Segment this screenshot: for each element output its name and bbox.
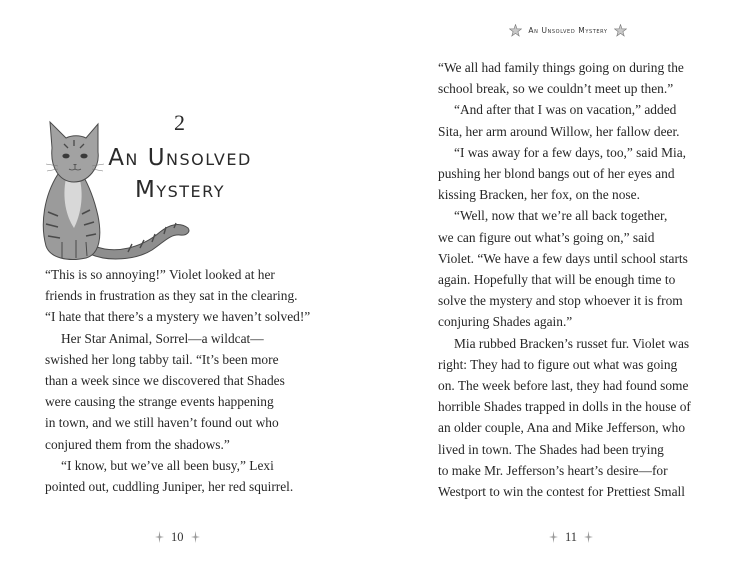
sparkle-icon (155, 531, 164, 543)
text-line: on. The week before last, they had found some (438, 378, 689, 394)
text-line: lived in town. The Shades had been trying (438, 441, 664, 457)
sparkle-icon (191, 531, 200, 543)
text-line: Westport to win the contest for Prettiest Small (438, 484, 685, 500)
sparkle-icon (549, 531, 558, 543)
text-line: Violet. “We have a few days until school starts (438, 250, 688, 266)
text-line: were causing the strange events happening (45, 394, 274, 410)
sparkle-icon (584, 531, 593, 543)
text-line: in town, and we still haven’t found out who (45, 415, 279, 431)
star-icon (509, 24, 522, 37)
chapter-title-line: Mystery (134, 177, 226, 203)
text-line: “This is so annoying!” Violet looked at her (45, 267, 275, 282)
text-line: an older couple, Ana and Mike Jefferson, who (438, 420, 686, 436)
text-line: Her Star Animal, Sorrel—a wildcat— (61, 330, 264, 346)
text-line: pushing her blond bangs out of her eyes and (438, 166, 675, 182)
chapter-title (100, 142, 260, 206)
page-number-right (549, 527, 593, 547)
text-line: Mia rubbed Bracken’s russet fur. Violet was (454, 335, 690, 351)
left-body-text (45, 264, 355, 497)
text-line: “I know, but we’ve all been busy,” Lexi (61, 457, 274, 473)
running-header (498, 20, 638, 40)
text-line: than a week since we discovered that Shades (45, 373, 285, 389)
page-number: 10 (171, 529, 184, 544)
star-icon (614, 24, 627, 37)
text-line: to make Mr. Jefferson’s heart’s desire—for (438, 462, 668, 478)
text-line: friends in frustration as they sat in the clearing. (45, 288, 298, 304)
text-line: “Well, now that we’re all back together, (454, 208, 668, 224)
left-page (0, 0, 374, 576)
running-header-text: An Unsolved Mystery (528, 25, 608, 35)
right-body-text (438, 57, 708, 502)
text-line: “And after that I was on vacation,” added (454, 102, 677, 118)
text-line: pointed out, cuddling Juniper, her red squirrel. (45, 479, 294, 495)
text-line: kissing Bracken, her fox, on the nose. (438, 187, 640, 203)
text-line: again. Hopefully that will be enough time to (438, 272, 676, 288)
text-line: Sita, her arm around Willow, her fallow deer. (438, 123, 680, 139)
text-line: school break, so we couldn’t meet up then.” (438, 81, 674, 97)
text-line: “I was away for a few days, too,” said Mia, (454, 144, 687, 160)
text-line: “We all had family things going on during the (438, 60, 684, 75)
text-line: horrible Shades trapped in dolls in the house of (438, 399, 691, 415)
text-line: conjured them from the shadows.” (45, 436, 230, 452)
chapter-title-line: An Unsolved (108, 145, 252, 171)
text-line: solve the mystery and stop whoever it is from (438, 293, 683, 309)
text-line: “I hate that there’s a mystery we haven’t solved!” (45, 309, 311, 325)
page-number: 11 (565, 529, 578, 544)
chapter-number: 2 (174, 110, 186, 135)
text-line: right: They had to figure out what was going (438, 356, 678, 372)
text-line: swished her long tabby tail. “It’s been more (45, 351, 279, 367)
text-line: conjuring Shades again.” (438, 314, 573, 330)
text-line: we can figure out what’s going on,” said (438, 229, 655, 245)
page-number-left (155, 527, 200, 547)
